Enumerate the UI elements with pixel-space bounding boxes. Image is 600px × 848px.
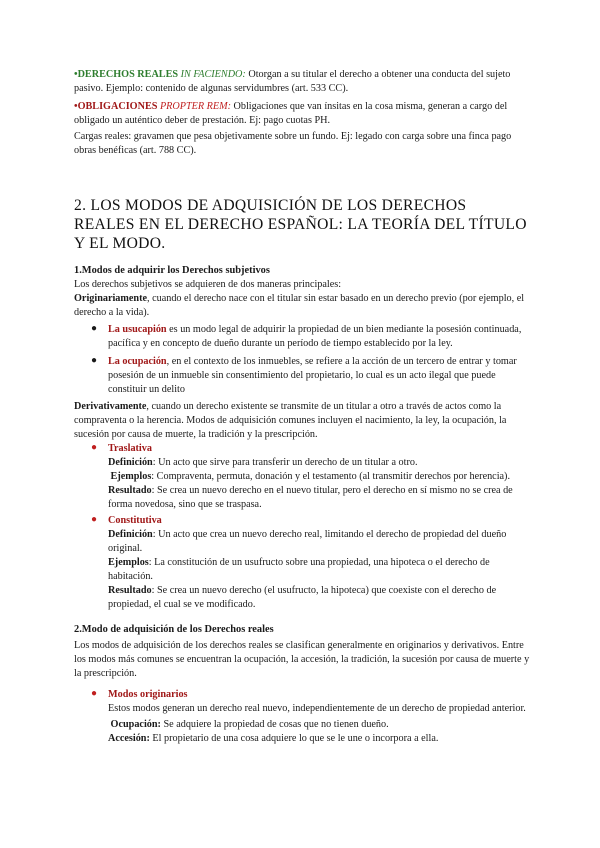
term-propter-rem: PROPTER REM: <box>159 101 231 112</box>
list-item <box>74 355 530 397</box>
subsection-heading-2: 2.Modo de adquisición de los Derechos reales <box>74 624 274 635</box>
ocupacion-line <box>108 718 530 732</box>
constitutiva-definicion <box>108 528 530 556</box>
traslativa-resultado <box>108 484 530 512</box>
label: Ejemplos <box>110 471 152 482</box>
term-ocupacion: La ocupación <box>108 356 167 367</box>
term-derechos-reales: DERECHOS REALES <box>77 69 179 80</box>
term-text: es un modo legal de adquirir la propiedad de un bien mediante la posesión continuada, pacífica y en concepto de dueño durante un período de tiempo establecido por la ley. <box>108 324 522 349</box>
text: : Compraventa, permuta, donación y el testamento (al transmitir derechos por herencia). <box>151 471 510 482</box>
label: Ejemplos <box>108 557 149 568</box>
list-item-modos-originarios <box>74 688 530 746</box>
label: Definición <box>108 529 153 540</box>
text: Se adquiere la propiedad de cosas que no tienen dueño. <box>160 719 389 730</box>
label: Resultado <box>108 585 152 596</box>
term-text: Otorgan a su titular el derecho a obtener una conducta del sujeto pasivo. Ejemplo: contenido de algunas servidumbres (art. 533 CC). <box>74 69 511 94</box>
traslativa-ejemplos <box>108 470 530 484</box>
term-obligaciones: OBLIGACIONES <box>77 101 158 112</box>
label: Definición <box>108 457 153 468</box>
cargas-reales-text: Cargas reales: gravamen que pesa objetivamente sobre un fundo. Ej: legado con carga sobre una finca pago obras benéficas (art. 788 CC). <box>74 131 512 156</box>
text: : Un acto que crea un nuevo derecho real, limitando el derecho de propiedad del dueño original. <box>108 529 507 554</box>
term-text: , en el contexto de los inmuebles, se refiere a la acción de un tercero de entrar y tomar posesión de un inmueble sin consentimiento del propietario, lo cual es un acto ilegal que puede constituir un delito <box>108 356 517 395</box>
derivativos-list <box>74 442 530 612</box>
list-item-constitutiva <box>74 514 530 612</box>
bullet-icon: ● <box>91 323 98 334</box>
term-text: , cuando un derecho existente se transmite de un titular a otro a través de actos como la compraventa o la herencia. Modos de adquisición comunes incluyen el nacimiento, la ley, la ocupación, la sucesión por causa de muerte, la tradición y la prescripción. <box>74 401 507 440</box>
modos-originarios-text: Estos modos generan un derecho real nuevo, independientemente de un derecho de propiedad anterior. <box>108 703 526 714</box>
derivativamente-paragraph <box>74 400 530 442</box>
intro-item-derechos-in-faciendo <box>74 68 530 96</box>
traslativa-definicion <box>108 456 530 470</box>
document-page <box>74 68 530 746</box>
subsection-2-intro: Los modos de adquisición de los derechos reales se clasifican generalmente en originarios y derivativos. Entre los modos más comunes se encuentran la ocupación, la accesión, la tradición, la sucesión por causa de muerte y la prescripción. <box>74 640 530 679</box>
section-title: 2. LOS MODOS DE ADQUISICIÓN DE LOS DERECHOS REALES EN EL DERECHO ESPAÑOL: LA TEORÍA DEL TÍTULO Y EL MODO. <box>74 197 527 252</box>
label: Ocupación: <box>110 719 161 730</box>
list-item-traslativa <box>74 442 530 512</box>
term-originariamente: Originariamente <box>74 293 147 304</box>
bullet-icon: ● <box>91 514 98 525</box>
term-traslativa: Traslativa <box>108 443 152 454</box>
constitutiva-resultado <box>108 584 530 612</box>
term-in-faciendo: IN FACIENDO: <box>180 69 246 80</box>
subsection-1-intro: Los derechos subjetivos se adquieren de dos maneras principales: <box>74 279 342 290</box>
constitutiva-ejemplos <box>108 556 530 584</box>
bullet: • <box>74 69 78 80</box>
term-derivativamente: Derivativamente <box>74 401 147 412</box>
term-modos-originarios: Modos originarios <box>108 689 188 700</box>
text: : La constitución de un usufructo sobre una propiedad, una hipoteca o el derecho de habitación. <box>108 557 490 582</box>
term-usucapion: La usucapión <box>108 324 167 335</box>
originariamente-paragraph <box>74 292 530 320</box>
text: : Un acto que sirve para transferir un derecho de un titular a otro. <box>152 457 418 468</box>
term-text: Obligaciones que van ínsitas en la cosa misma, generan a cargo del obligado un auténtico deber de prestación. Ej: pago cuotas PH. <box>74 101 508 126</box>
spacer <box>74 612 530 621</box>
modos-list <box>74 688 530 746</box>
text: : Se crea un nuevo derecho en el nuevo titular, pero el derecho en sí mismo no se crea de forma novedosa, sino que se traspasa. <box>108 485 513 510</box>
list-item <box>74 323 530 351</box>
bullet-icon: ● <box>91 355 98 366</box>
term-text: , cuando el derecho nace con el titular sin estar basado en un derecho previo (por ejemplo, el derecho a la vida). <box>74 293 525 318</box>
label: Accesión: <box>108 733 150 744</box>
intro-item-obligaciones-propter-rem <box>74 100 530 128</box>
bullet-icon: ● <box>91 442 98 453</box>
intro-block <box>74 68 530 158</box>
originarios-list <box>74 323 530 397</box>
spacer <box>74 681 530 688</box>
text: : Se crea un nuevo derecho (el usufructo, la hipoteca) que coexiste con el derecho de propiedad, el cual se ve modificado. <box>108 585 497 610</box>
accesion-line <box>108 732 530 746</box>
bullet-icon: ● <box>91 688 98 699</box>
term-constitutiva: Constitutiva <box>108 515 162 526</box>
label: Resultado <box>108 485 152 496</box>
bullet: • <box>74 101 78 112</box>
subsection-heading-1: 1.Modos de adquirir los Derechos subjetivos <box>74 265 270 276</box>
text: El propietario de una cosa adquiere lo que se le une o incorpora a ella. <box>149 733 439 744</box>
